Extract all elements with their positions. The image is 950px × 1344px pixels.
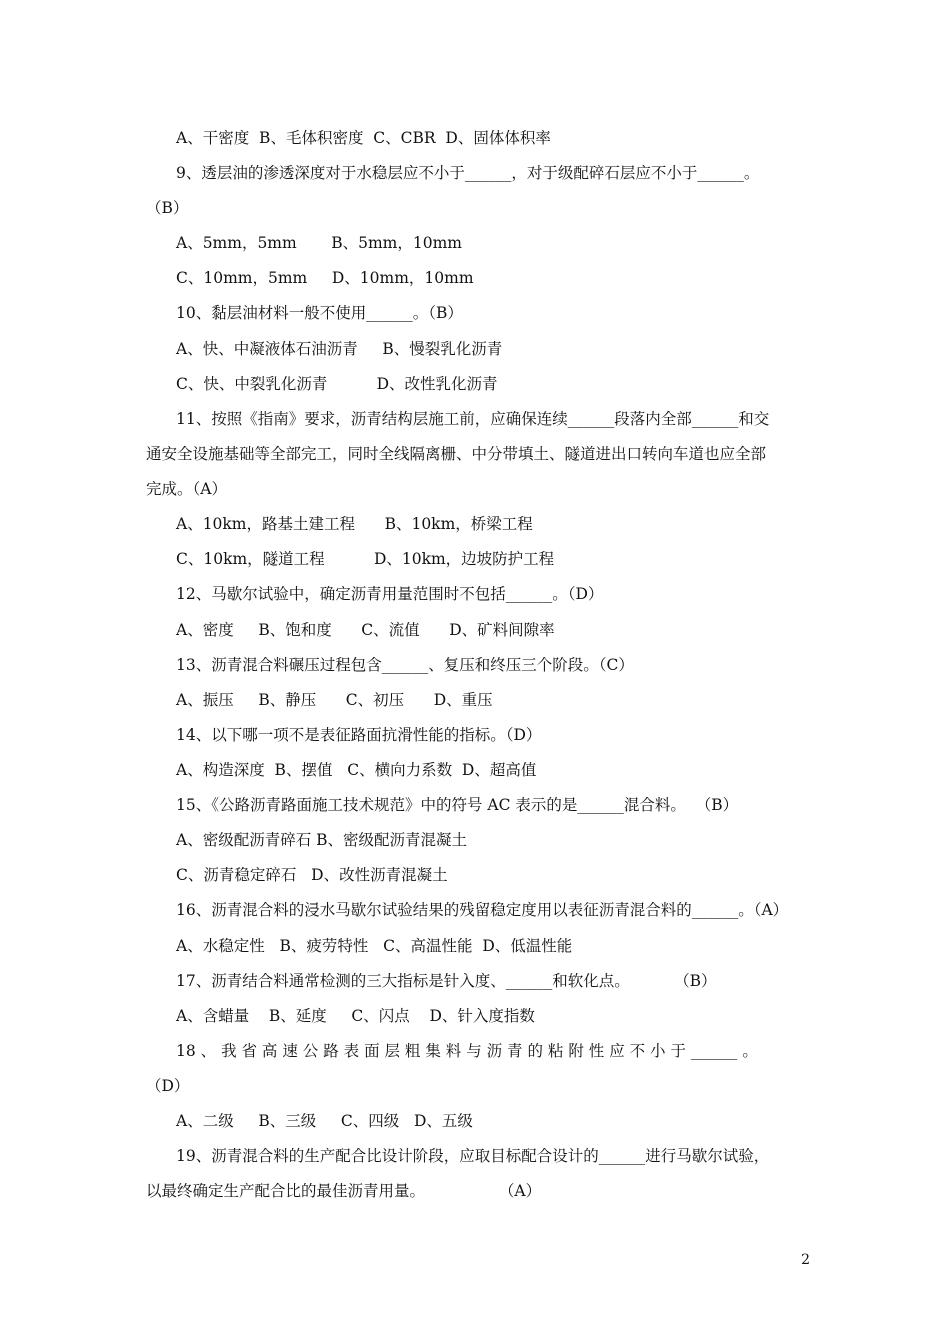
q10-question: 10、黏层油材料一般不使用______。（B） [176, 304, 463, 322]
q9-options-ab: A、5mm，5mm B、5mm，10mm [176, 234, 462, 252]
q18-options: A、二级 B、三级 C、四级 D、五级 [176, 1112, 473, 1130]
q9-question: 9、透层油的渗透深度对于水稳层应不小于______，对于级配碎石层应不小于______。 [176, 164, 760, 182]
q11-question-line3: 完成。（A） [146, 480, 227, 498]
q12-options: A、密度 B、饱和度 C、流值 D、矿料间隙率 [176, 621, 555, 639]
q10-options-ab: A、快、中凝液体石油沥青 B、慢裂乳化沥青 [176, 340, 503, 358]
q9-options-cd: C、10mm，5mm D、10mm，10mm [176, 269, 474, 287]
q17-question: 17、沥青结合料通常检测的三大指标是针入度、______和软化点。 （B） [176, 972, 717, 990]
q11-question-line2: 通安全设施基础等全部完工，同时全线隔离栅、中分带填土、隧道进出口转向车道也应全部 [146, 445, 767, 463]
q15-question: 15、《公路沥青路面施工技术规范》中的符号 AC 表示的是______混合料。 （B） [176, 796, 739, 814]
q11-options-cd: C、10km，隧道工程 D、10km，边坡防护工程 [176, 550, 555, 568]
q18-answer: （D） [146, 1077, 190, 1095]
q14-options: A、构造深度 B、摆值 C、横向力系数 D、超高值 [176, 761, 537, 779]
q13-options: A、振压 B、静压 C、初压 D、重压 [176, 691, 493, 709]
q14-question: 14、以下哪一项不是表征路面抗滑性能的指标。（D） [176, 726, 542, 744]
q8-options: A、干密度 B、毛体积密度 C、CBR D、固体体积率 [176, 129, 551, 147]
q15-options-ab: A、密级配沥青碎石 B、密级配沥青混凝土 [176, 831, 468, 849]
q13-question: 13、沥青混合料碾压过程包含______、复压和终压三个阶段。（C） [176, 656, 634, 674]
q15-options-cd: C、沥青稳定碎石 D、改性沥青混凝土 [176, 866, 448, 884]
q12-question: 12、马歇尔试验中，确定沥青用量范围时不包括______。（D） [176, 585, 604, 603]
q19-question-line1: 19、沥青混合料的生产配合比设计阶段，应取目标配合设计的______进行马歇尔试验， [176, 1147, 770, 1165]
q16-question: 16、沥青混合料的浸水马歇尔试验结果的残留稳定度用以表征沥青混合料的______。（A） [176, 901, 789, 919]
q11-question-line1: 11、按照《指南》要求，沥青结构层施工前，应确保连续______段落内全部______和交 [176, 410, 770, 428]
q9-answer: （B） [146, 199, 189, 217]
page-number: 2 [801, 1252, 810, 1268]
q18-question: 18 、 我 省 高 速 公 路 表 面 层 粗 集 料 与 沥 青 的 粘 附 性 应 不 小 于 ______ 。 [176, 1042, 758, 1060]
q16-options: A、水稳定性 B、疲劳特性 C、高温性能 D、低温性能 [176, 937, 573, 955]
q10-options-cd: C、快、中裂乳化沥青 D、改性乳化沥青 [176, 375, 498, 393]
q11-options-ab: A、10km，路基土建工程 B、10km，桥梁工程 [176, 515, 533, 533]
q17-options: A、含蜡量 B、延度 C、闪点 D、针入度指数 [176, 1007, 535, 1025]
q19-question-line2: 以最终确定生产配合比的最佳沥青用量。 （A） [146, 1182, 542, 1200]
